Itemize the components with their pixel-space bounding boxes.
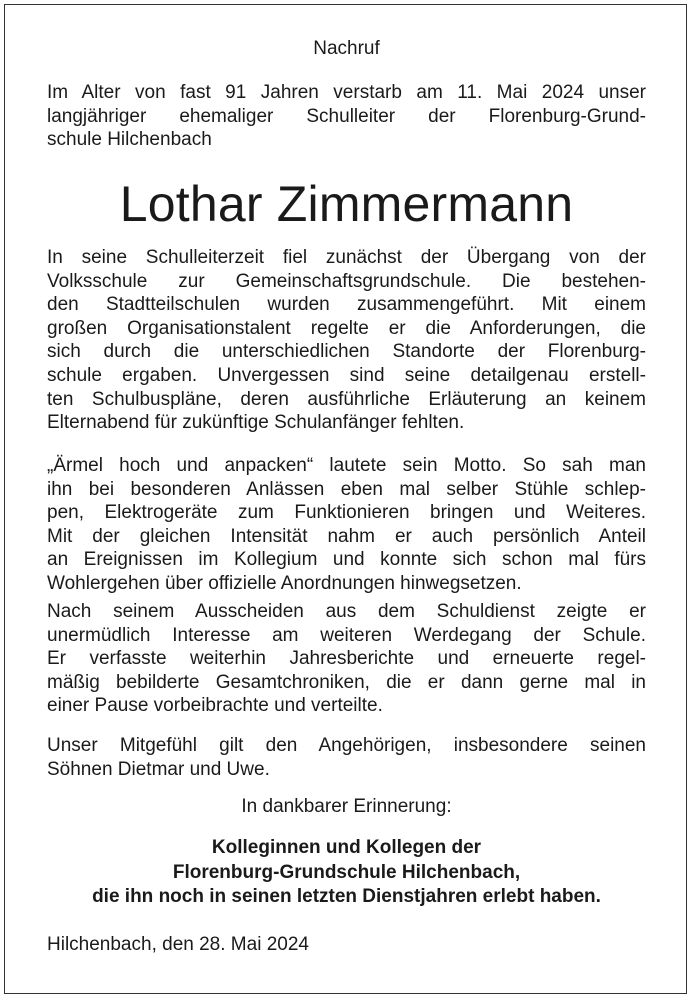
signature-line: Florenburg-Grundschule Hilchenbach, — [172, 861, 521, 883]
paragraph-condolence — [47, 734, 646, 781]
paragraph-line: unermüdlich Interesse am weiteren Werdegang der Schule. — [47, 624, 646, 646]
paragraph-motto — [47, 454, 646, 596]
paragraph-line: großen Organisationstalent regelte er die Anforderungen, die — [47, 317, 646, 339]
intro-line: schule Hilchenbach — [47, 129, 212, 151]
signature-line: die ihn noch in seinen letzten Dienstjahren erlebt haben. — [92, 886, 601, 907]
paragraph-line: mäßig bebilderte Gesamtchroniken, die er dann gerne mal in — [47, 671, 646, 693]
intro-line: langjähriger ehemaliger Schulleiter der Florenburg-Grund- — [47, 105, 646, 127]
deceased-name: Lothar Zimmermann — [119, 176, 574, 232]
paragraph-line: Nach seinem Ausscheiden aus dem Schuldienst zeigte er — [47, 601, 646, 622]
closing-line: In dankbarer Erinnerung: — [241, 796, 452, 817]
paragraph-line: Mit der gleichen Intensität nahm er auch persönlich Anteil — [47, 525, 646, 547]
paragraph-retirement — [47, 600, 646, 718]
paragraph-line: schule ergaben. Unvergessen sind seine detailgenau erstell- — [47, 364, 646, 386]
paragraph-line: Unser Mitgefühl gilt den Angehörigen, insbesondere seinen — [47, 735, 646, 756]
paragraph-schoolleader — [47, 246, 646, 435]
paragraph-line: einer Pause vorbeibrachte und verteilte. — [47, 695, 383, 717]
place-date: Hilchenbach, den 28. Mai 2024 — [47, 934, 309, 955]
paragraph-line: den Stadtteilschulen wurden zusammengeführt. Mit einem — [47, 294, 646, 316]
paragraph-line: sich durch die unterschiedlichen Standorte der Florenburg- — [47, 341, 646, 363]
paragraph-line: pen, Elektrogeräte zum Funktionieren bringen und Weiteres. — [47, 502, 646, 524]
paragraph-line: In seine Schulleiterzeit fiel zunächst der Übergang von der — [47, 247, 646, 268]
paragraph-line: Volksschule zur Gemeinschaftsgrundschule. Die bestehen- — [47, 270, 646, 292]
paragraph-line: „Ärmel hoch und anpacken“ lautete sein Motto. So sah man — [47, 455, 646, 476]
paragraph-line: an Ereignissen im Kollegium und konnte sich schon mal fürs — [47, 549, 646, 571]
paragraph-line: Wohlergehen über offizielle Anordnungen hinwegsetzen. — [47, 572, 522, 594]
intro-paragraph — [47, 81, 646, 152]
paragraph-line: ihn bei besonderen Anlässen eben mal selber Stühle schlep- — [47, 478, 646, 500]
paragraph-line: Er verfasste weiterhin Jahresberichte und erneuerte regel- — [47, 648, 646, 670]
paragraph-line: Söhnen Dietmar und Uwe. — [47, 758, 270, 780]
signature-block — [47, 836, 646, 910]
paragraph-line: Elternabend für zukünftige Schulanfänger fehlten. — [47, 412, 465, 434]
intro-line: Im Alter von fast 91 Jahren verstarb am 11. Mai 2024 unser — [47, 82, 646, 103]
signature-line: Kolleginnen und Kollegen der — [211, 837, 482, 858]
obituary-heading: Nachruf — [313, 38, 380, 59]
paragraph-line: ten Schulbuspläne, deren ausführliche Erläuterung an keinem — [47, 388, 646, 410]
